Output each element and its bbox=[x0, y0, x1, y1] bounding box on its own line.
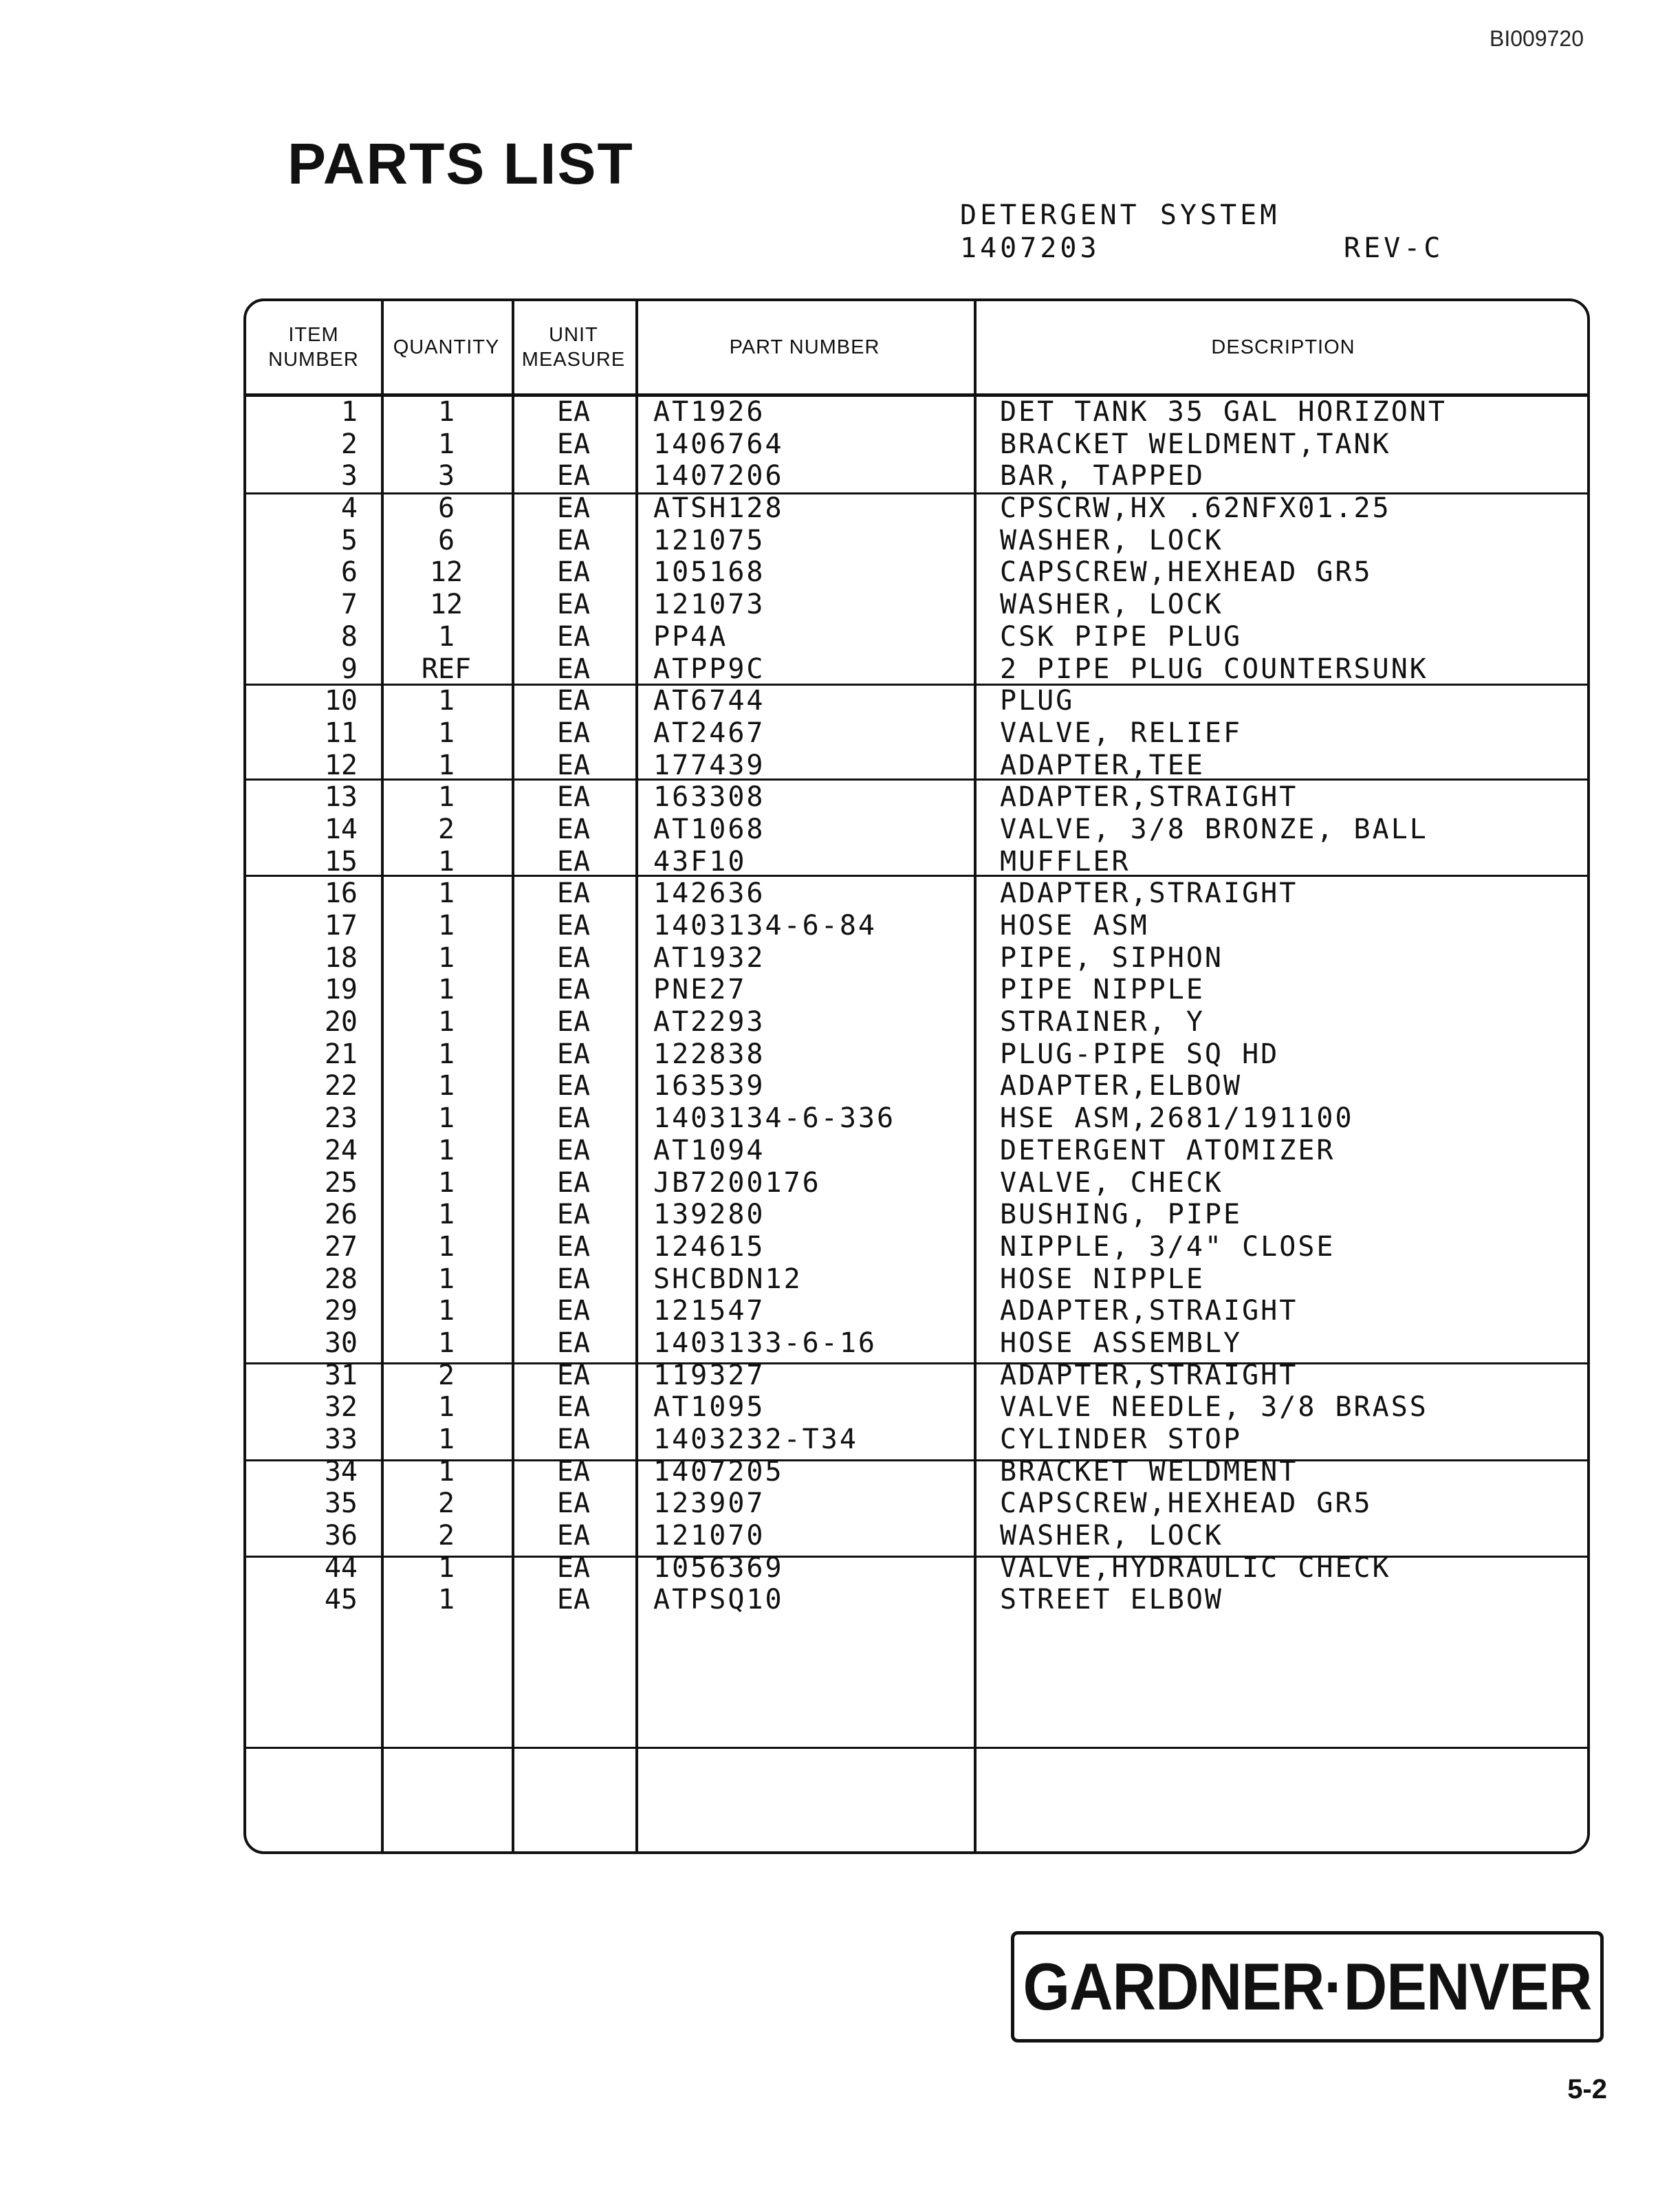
quantity-cell: 1 bbox=[437, 1295, 455, 1327]
part-number-cell: AT1926 bbox=[653, 396, 765, 428]
parts-rows bbox=[246, 396, 1587, 1616]
unit-measure-cell: EA bbox=[556, 1359, 591, 1391]
quantity-cell: 1 bbox=[437, 1070, 455, 1102]
quantity-cell: 1 bbox=[437, 685, 455, 717]
item-number-cell: 33 bbox=[324, 1424, 358, 1455]
company-logo bbox=[1011, 1931, 1604, 2043]
table-row bbox=[246, 621, 1587, 653]
item-number-cell: 25 bbox=[324, 1166, 358, 1199]
unit-measure-cell: EA bbox=[556, 460, 591, 492]
table-row bbox=[246, 1070, 1587, 1102]
description-cell: CYLINDER STOP bbox=[1000, 1424, 1243, 1455]
part-number-cell: 43F10 bbox=[653, 845, 747, 878]
unit-measure-cell: EA bbox=[556, 1199, 591, 1231]
quantity-cell: 6 bbox=[437, 492, 455, 525]
item-number-cell: 12 bbox=[324, 749, 358, 781]
quantity-cell: 2 bbox=[437, 1359, 455, 1391]
description-cell: STREET ELBOW bbox=[1000, 1584, 1223, 1616]
description-cell: BUSHING, PIPE bbox=[1000, 1199, 1243, 1231]
description-cell: WASHER, LOCK bbox=[1000, 524, 1223, 556]
revision-label: REV-C bbox=[1344, 232, 1444, 264]
description-cell: PIPE, SIPHON bbox=[1000, 941, 1223, 974]
part-number-cell: 163539 bbox=[653, 1070, 765, 1102]
quantity-cell: 1 bbox=[437, 941, 455, 974]
unit-measure-cell: EA bbox=[556, 845, 591, 878]
table-row bbox=[246, 1102, 1587, 1135]
description-cell: PLUG-PIPE SQ HD bbox=[1000, 1038, 1280, 1070]
description-cell: ADAPTER,ELBOW bbox=[1000, 1070, 1243, 1102]
table-row bbox=[246, 750, 1587, 782]
description-cell: MUFFLER bbox=[1000, 845, 1131, 878]
item-number-cell: 7 bbox=[340, 589, 358, 621]
system-name: DETERGENT SYSTEM bbox=[960, 199, 1280, 231]
unit-measure-cell: EA bbox=[556, 1230, 591, 1263]
item-number-cell: 24 bbox=[324, 1134, 358, 1166]
item-number-cell: 44 bbox=[324, 1551, 358, 1584]
item-number-cell: 17 bbox=[324, 910, 358, 941]
part-number-cell: 119327 bbox=[653, 1359, 765, 1391]
item-number-cell: 13 bbox=[324, 781, 358, 814]
part-number-cell: 1406764 bbox=[653, 428, 784, 460]
unit-measure-cell: EA bbox=[556, 1520, 591, 1552]
part-number-cell: 1407206 bbox=[653, 460, 784, 492]
logo-text: GARDNER·DENVER bbox=[1023, 1949, 1592, 2024]
table-row bbox=[246, 1391, 1587, 1424]
part-number-cell: PP4A bbox=[653, 620, 728, 653]
header-quantity: QUANTITY bbox=[393, 336, 500, 358]
unit-measure-cell: EA bbox=[556, 492, 591, 525]
table-row bbox=[246, 1424, 1587, 1456]
quantity-cell: 1 bbox=[437, 1166, 455, 1199]
quantity-cell: 1 bbox=[437, 749, 455, 781]
table-row bbox=[246, 1135, 1587, 1167]
table-row bbox=[246, 974, 1587, 1006]
quantity-cell: 1 bbox=[437, 1230, 455, 1263]
unit-measure-cell: EA bbox=[556, 1295, 591, 1327]
description-cell: BAR, TAPPED bbox=[1000, 460, 1205, 492]
item-number-cell: 31 bbox=[324, 1359, 358, 1391]
unit-measure-cell: EA bbox=[556, 941, 591, 974]
unit-measure-cell: EA bbox=[556, 524, 591, 556]
quantity-cell: 1 bbox=[437, 620, 455, 653]
quantity-cell: 1 bbox=[437, 910, 455, 941]
part-number-cell: PNE27 bbox=[653, 974, 747, 1006]
part-number-cell: 177439 bbox=[653, 749, 765, 781]
part-number-cell: 123907 bbox=[653, 1488, 765, 1520]
table-row bbox=[246, 1263, 1587, 1296]
table-row bbox=[246, 1295, 1587, 1327]
unit-measure-cell: EA bbox=[556, 1263, 591, 1295]
unit-measure-cell: EA bbox=[556, 1391, 591, 1424]
item-number-cell: 19 bbox=[324, 974, 358, 1006]
page-number: 5-2 bbox=[1567, 2074, 1607, 2104]
part-number-cell: ATSH128 bbox=[653, 492, 784, 525]
quantity-cell: 6 bbox=[437, 524, 455, 556]
item-number-cell: 18 bbox=[324, 941, 358, 974]
description-cell: STRAINER, Y bbox=[1000, 1006, 1205, 1038]
quantity-cell: 1 bbox=[437, 878, 455, 910]
description-cell: ADAPTER,STRAIGHT bbox=[1000, 878, 1298, 910]
item-number-cell: 15 bbox=[324, 845, 358, 878]
quantity-cell: 2 bbox=[437, 1488, 455, 1520]
description-cell: HOSE ASM bbox=[1000, 910, 1149, 941]
table-row bbox=[246, 396, 1587, 428]
unit-measure-cell: EA bbox=[556, 1006, 591, 1038]
item-number-cell: 23 bbox=[324, 1102, 358, 1135]
quantity-cell: 1 bbox=[437, 1424, 455, 1455]
quantity-cell: 1 bbox=[437, 1038, 455, 1070]
unit-measure-cell: EA bbox=[556, 781, 591, 814]
part-number-cell: SHCBDN12 bbox=[653, 1263, 803, 1295]
table-row bbox=[246, 492, 1587, 525]
table-row bbox=[246, 653, 1587, 686]
page-title: PARTS LIST bbox=[287, 131, 634, 196]
quantity-cell: 1 bbox=[437, 1006, 455, 1038]
description-cell: BRACKET WELDMENT bbox=[1000, 1455, 1298, 1488]
unit-measure-cell: EA bbox=[556, 1134, 591, 1166]
part-number-cell: 121547 bbox=[653, 1295, 765, 1327]
quantity-cell: 1 bbox=[437, 428, 455, 460]
part-number-cell: ATPSQ10 bbox=[653, 1584, 784, 1616]
unit-measure-cell: EA bbox=[556, 1584, 591, 1616]
quantity-cell: 1 bbox=[437, 1391, 455, 1424]
table-row bbox=[246, 1488, 1587, 1520]
part-number-cell: 124615 bbox=[653, 1230, 765, 1263]
part-number-cell: AT2467 bbox=[653, 717, 765, 749]
item-number-cell: 14 bbox=[324, 813, 358, 845]
description-cell: CAPSCREW,HEXHEAD GR5 bbox=[1000, 1488, 1373, 1520]
part-number-cell: 121075 bbox=[653, 524, 765, 556]
item-number-cell: 10 bbox=[324, 685, 358, 717]
part-number-cell: 1056369 bbox=[653, 1551, 784, 1584]
table-row bbox=[246, 1231, 1587, 1263]
table-row bbox=[246, 1006, 1587, 1038]
table-row bbox=[246, 1167, 1587, 1199]
item-number-cell: 20 bbox=[324, 1006, 358, 1038]
part-number-cell: 121070 bbox=[653, 1520, 765, 1552]
item-number-cell: 27 bbox=[324, 1230, 358, 1263]
unit-measure-cell: EA bbox=[556, 653, 591, 685]
quantity-cell: 1 bbox=[437, 1551, 455, 1584]
part-number-cell: 1403134-6-336 bbox=[653, 1102, 896, 1135]
table-row bbox=[246, 685, 1587, 717]
quantity-cell: 3 bbox=[437, 460, 455, 492]
description-cell: DETERGENT ATOMIZER bbox=[1000, 1134, 1335, 1166]
header-item-number: ITEM NUMBER bbox=[268, 324, 359, 371]
item-number-cell: 2 bbox=[340, 428, 358, 460]
unit-measure-cell: EA bbox=[556, 813, 591, 845]
item-number-cell: 5 bbox=[340, 524, 358, 556]
table-row bbox=[246, 1327, 1587, 1360]
table-row bbox=[246, 1456, 1587, 1488]
table-row bbox=[246, 846, 1587, 878]
unit-measure-cell: EA bbox=[556, 1455, 591, 1488]
unit-measure-cell: EA bbox=[556, 685, 591, 717]
table-row bbox=[246, 942, 1587, 974]
header-unit-measure: UNIT MEASURE bbox=[521, 324, 626, 371]
part-number-cell: AT1068 bbox=[653, 813, 765, 845]
table-row bbox=[246, 910, 1587, 942]
description-cell: VALVE, RELIEF bbox=[1000, 717, 1243, 749]
table-row bbox=[246, 1584, 1587, 1616]
quantity-cell: 12 bbox=[429, 589, 463, 621]
table-row bbox=[246, 781, 1587, 814]
description-cell: HOSE ASSEMBLY bbox=[1000, 1327, 1243, 1359]
item-number-cell: 8 bbox=[340, 620, 358, 653]
item-number-cell: 6 bbox=[340, 556, 358, 589]
description-cell: ADAPTER,STRAIGHT bbox=[1000, 1359, 1298, 1391]
header-part-number: PART NUMBER bbox=[729, 336, 880, 358]
table-row bbox=[246, 1038, 1587, 1071]
quantity-cell: 2 bbox=[437, 813, 455, 845]
quantity-cell: 1 bbox=[437, 1102, 455, 1135]
unit-measure-cell: EA bbox=[556, 556, 591, 589]
unit-measure-cell: EA bbox=[556, 878, 591, 910]
item-number-cell: 28 bbox=[324, 1263, 358, 1295]
part-number-cell: ATPP9C bbox=[653, 653, 765, 685]
description-cell: WASHER, LOCK bbox=[1000, 589, 1223, 621]
part-number-cell: AT6744 bbox=[653, 685, 765, 717]
table-row bbox=[246, 428, 1587, 461]
unit-measure-cell: EA bbox=[556, 396, 591, 428]
part-number-cell: 121073 bbox=[653, 589, 765, 621]
description-cell: 2 PIPE PLUG COUNTERSUNK bbox=[1000, 653, 1428, 685]
item-number-cell: 29 bbox=[324, 1295, 358, 1327]
part-number-cell: 139280 bbox=[653, 1199, 765, 1231]
item-number-cell: 36 bbox=[324, 1520, 358, 1552]
description-cell: BRACKET WELDMENT,TANK bbox=[1000, 428, 1391, 460]
unit-measure-cell: EA bbox=[556, 1102, 591, 1135]
unit-measure-cell: EA bbox=[556, 974, 591, 1006]
part-number-cell: AT1094 bbox=[653, 1134, 765, 1166]
item-number-cell: 32 bbox=[324, 1391, 358, 1424]
quantity-cell: 1 bbox=[437, 1199, 455, 1231]
table-row bbox=[246, 814, 1587, 846]
unit-measure-cell: EA bbox=[556, 428, 591, 460]
unit-measure-cell: EA bbox=[556, 1166, 591, 1199]
quantity-cell: 1 bbox=[437, 974, 455, 1006]
item-number-cell: 30 bbox=[324, 1327, 358, 1359]
description-cell: CPSCRW,HX .62NFX01.25 bbox=[1000, 492, 1391, 525]
item-number-cell: 4 bbox=[340, 492, 358, 525]
description-cell: HOSE NIPPLE bbox=[1000, 1263, 1205, 1295]
header-description: DESCRIPTION bbox=[1211, 336, 1355, 358]
part-number-cell: 163308 bbox=[653, 781, 765, 814]
description-cell: VALVE NEEDLE, 3/8 BRASS bbox=[1000, 1391, 1428, 1424]
quantity-cell: 1 bbox=[437, 1455, 455, 1488]
unit-measure-cell: EA bbox=[556, 1327, 591, 1359]
description-cell: VALVE, CHECK bbox=[1000, 1166, 1223, 1199]
item-number-cell: 16 bbox=[324, 878, 358, 910]
unit-measure-cell: EA bbox=[556, 1038, 591, 1070]
item-number-cell: 35 bbox=[324, 1488, 358, 1520]
unit-measure-cell: EA bbox=[556, 749, 591, 781]
unit-measure-cell: EA bbox=[556, 1551, 591, 1584]
description-cell: NIPPLE, 3/4" CLOSE bbox=[1000, 1230, 1335, 1263]
parts-table bbox=[243, 298, 1590, 1854]
description-cell: ADAPTER,STRAIGHT bbox=[1000, 781, 1298, 814]
part-number-cell: 122838 bbox=[653, 1038, 765, 1070]
item-number-cell: 22 bbox=[324, 1070, 358, 1102]
description-cell: ADAPTER,STRAIGHT bbox=[1000, 1295, 1298, 1327]
item-number-cell: 3 bbox=[340, 460, 358, 492]
part-number-cell: 142636 bbox=[653, 878, 765, 910]
unit-measure-cell: EA bbox=[556, 910, 591, 941]
quantity-cell: REF bbox=[421, 653, 472, 685]
part-number-cell: JB7200176 bbox=[653, 1166, 821, 1199]
item-number-cell: 11 bbox=[324, 717, 358, 749]
part-number-cell: 105168 bbox=[653, 556, 765, 589]
row-group-rule bbox=[246, 1747, 1587, 1749]
table-row bbox=[246, 717, 1587, 750]
quantity-cell: 12 bbox=[429, 556, 463, 589]
quantity-cell: 1 bbox=[437, 717, 455, 749]
item-number-cell: 34 bbox=[324, 1455, 358, 1488]
part-number-cell: 1407205 bbox=[653, 1455, 784, 1488]
quantity-cell: 1 bbox=[437, 396, 455, 428]
description-cell: CAPSCREW,HEXHEAD GR5 bbox=[1000, 556, 1373, 589]
unit-measure-cell: EA bbox=[556, 1424, 591, 1455]
quantity-cell: 1 bbox=[437, 1263, 455, 1295]
item-number-cell: 1 bbox=[340, 396, 358, 428]
quantity-cell: 1 bbox=[437, 1327, 455, 1359]
unit-measure-cell: EA bbox=[556, 1070, 591, 1102]
document-id: BI009720 bbox=[1489, 26, 1584, 51]
part-number-cell: AT1095 bbox=[653, 1391, 765, 1424]
description-cell: VALVE, 3/8 BRONZE, BALL bbox=[1000, 813, 1428, 845]
table-row bbox=[246, 1552, 1587, 1584]
table-row bbox=[246, 878, 1587, 910]
part-number-cell: 1403133-6-16 bbox=[653, 1327, 877, 1359]
table-row bbox=[246, 460, 1587, 492]
unit-measure-cell: EA bbox=[556, 717, 591, 749]
unit-measure-cell: EA bbox=[556, 589, 591, 621]
description-cell: ADAPTER,TEE bbox=[1000, 749, 1205, 781]
quantity-cell: 2 bbox=[437, 1520, 455, 1552]
unit-measure-cell: EA bbox=[556, 1488, 591, 1520]
assembly-number: 1407203 bbox=[960, 232, 1100, 264]
description-cell: CSK PIPE PLUG bbox=[1000, 620, 1243, 653]
quantity-cell: 1 bbox=[437, 1584, 455, 1616]
description-cell: HSE ASM,2681/191100 bbox=[1000, 1102, 1354, 1135]
item-number-cell: 9 bbox=[340, 653, 358, 685]
table-row bbox=[246, 556, 1587, 589]
description-cell: DET TANK 35 GAL HORIZONT bbox=[1000, 396, 1447, 428]
item-number-cell: 26 bbox=[324, 1199, 358, 1231]
item-number-cell: 21 bbox=[324, 1038, 358, 1070]
quantity-cell: 1 bbox=[437, 781, 455, 814]
quantity-cell: 1 bbox=[437, 1134, 455, 1166]
table-row bbox=[246, 1199, 1587, 1231]
description-cell: WASHER, LOCK bbox=[1000, 1520, 1223, 1552]
part-number-cell: AT1932 bbox=[653, 941, 765, 974]
table-row bbox=[246, 1360, 1587, 1392]
part-number-cell: AT2293 bbox=[653, 1006, 765, 1038]
table-row bbox=[246, 589, 1587, 621]
table-row bbox=[246, 1520, 1587, 1552]
description-cell: PLUG bbox=[1000, 685, 1075, 717]
description-cell: VALVE,HYDRAULIC CHECK bbox=[1000, 1551, 1391, 1584]
description-cell: PIPE NIPPLE bbox=[1000, 974, 1205, 1006]
part-number-cell: 1403232-T34 bbox=[653, 1424, 858, 1455]
unit-measure-cell: EA bbox=[556, 620, 591, 653]
part-number-cell: 1403134-6-84 bbox=[653, 910, 877, 941]
item-number-cell: 45 bbox=[324, 1584, 358, 1616]
quantity-cell: 1 bbox=[437, 845, 455, 878]
table-row bbox=[246, 525, 1587, 557]
